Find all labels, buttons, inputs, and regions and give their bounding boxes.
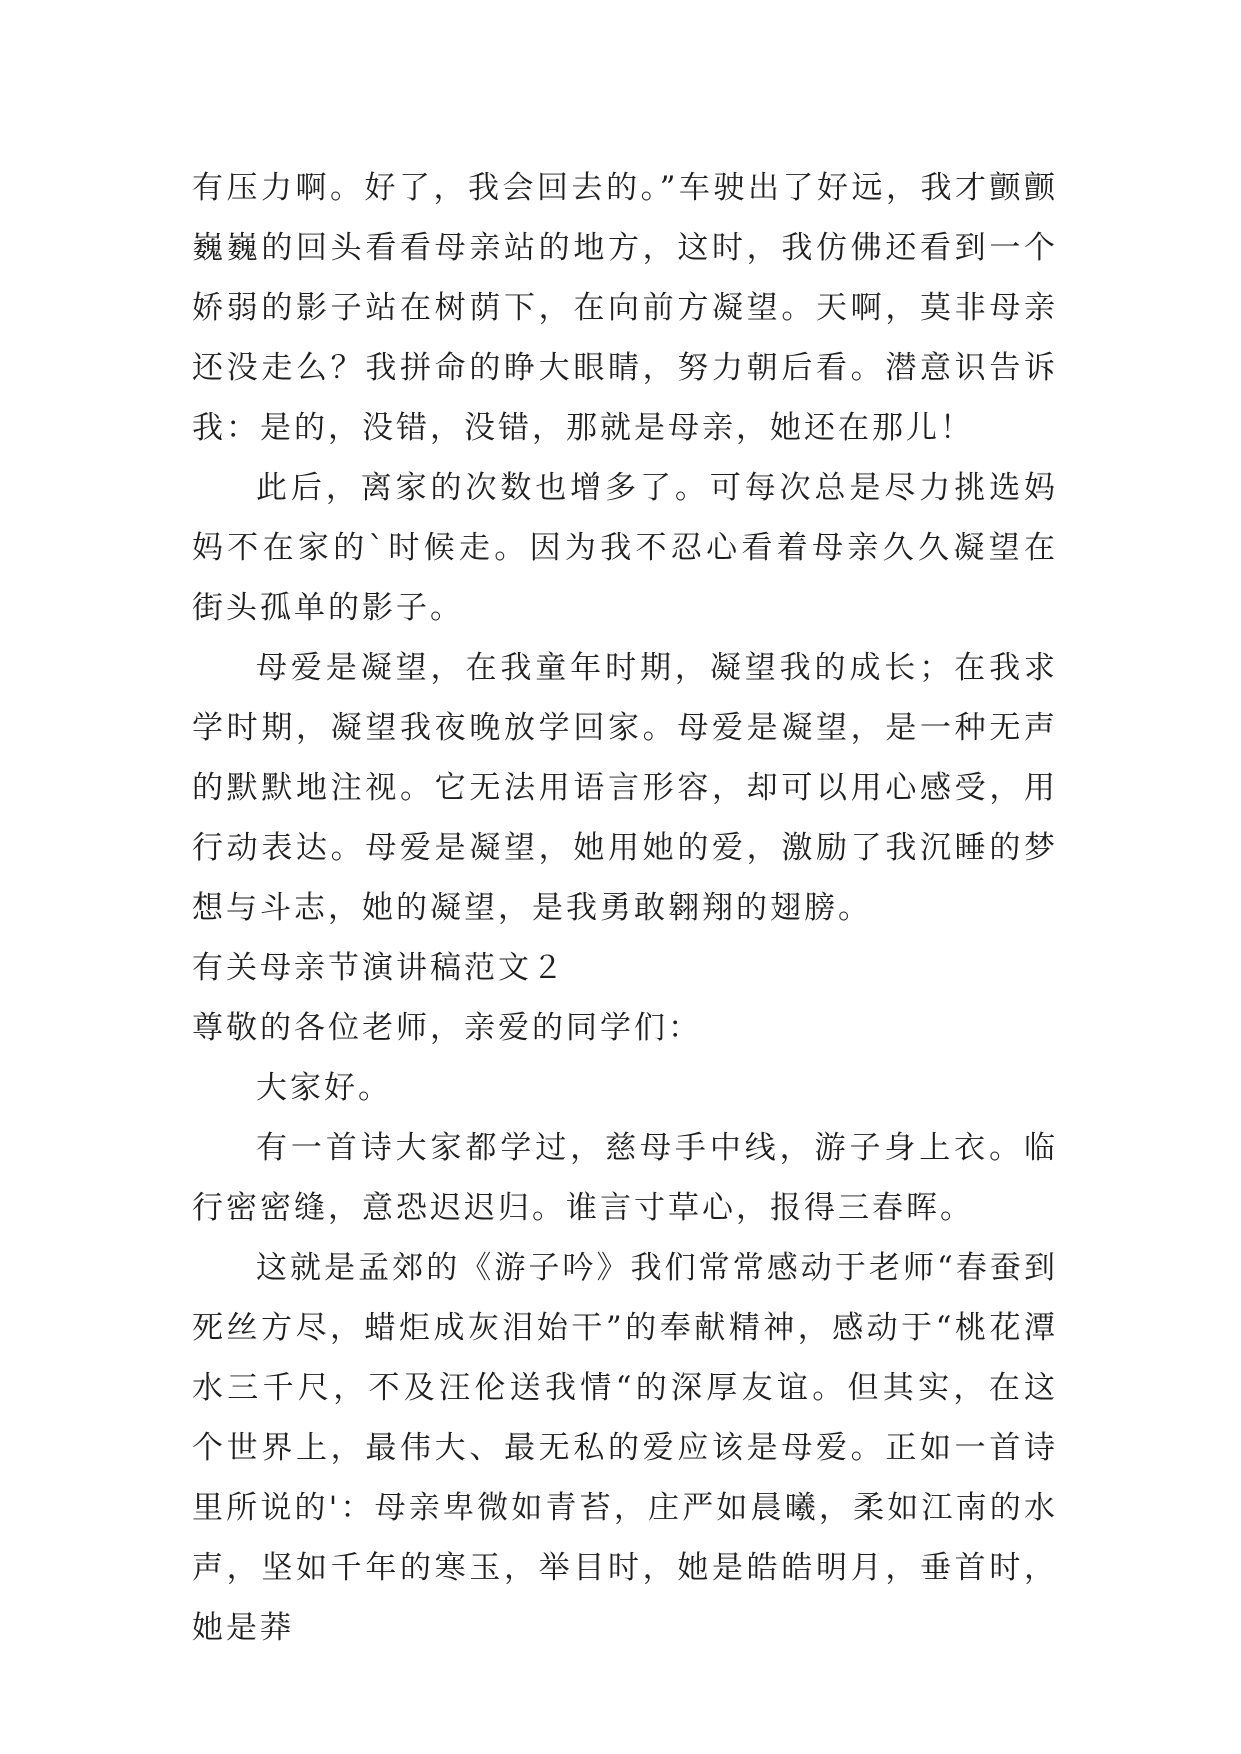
paragraph-poem: 有一首诗大家都学过，慈母手中线，游子身上衣。临行密密缝，意恐迟迟归。谁言寸草心，报得三春晖。 <box>192 1130 1058 1226</box>
paragraph-2: 此后，离家的次数也增多了。可每次总是尽力挑选妈妈不在家的`时候走。因为我不忍心看着母亲久久凝望在街头孤单的影子。 <box>192 470 1058 626</box>
paragraph-1: 有压力啊。好了，我会回去的。”车驶出了好远，我才颤颤巍巍的回头看看母亲站的地方，这时，我仿佛还看到一个娇弱的影子站在树荫下，在向前方凝望。天啊，莫非母亲还没走么？我拼命的睁大眼睛，努力朝后看。潜意识告诉我：是的，没错，没错，那就是母亲，她还在那儿！ <box>192 170 1058 446</box>
paragraph-motherlove: 这就是孟郊的《游子吟》我们常常感动于老师“春蚕到死丝方尽，蜡炬成灰泪始干”的奉献精神，感动于“桃花潭水三千尺，不及汪伦送我情“的深厚友谊。但其实，在这个世界上，最伟大、最无私的爱应该是母爱。正如一首诗里所说的'：母亲卑微如青苔，庄严如晨曦，柔如江南的水声，坚如千年的寒玉，举目时，她是皓皓明月，垂首时，她是莽 <box>192 1250 1058 1646</box>
salutation: 尊敬的各位老师，亲爱的同学们： <box>192 1010 702 1046</box>
greeting: 大家好。 <box>256 1070 392 1106</box>
paragraph-3: 母爱是凝望，在我童年时期，凝望我的成长；在我求学时期，凝望我夜晚放学回家。母爱是凝望，是一种无声的默默地注视。它无法用语言形容，却可以用心感受，用行动表达。母爱是凝望，她用她的爱，激励了我沉睡的梦想与斗志，她的凝望，是我勇敢翱翔的翅膀。 <box>192 650 1058 926</box>
section-heading: 有关母亲节演讲稿范文２ <box>192 950 566 986</box>
document-body <box>192 158 1058 1658</box>
